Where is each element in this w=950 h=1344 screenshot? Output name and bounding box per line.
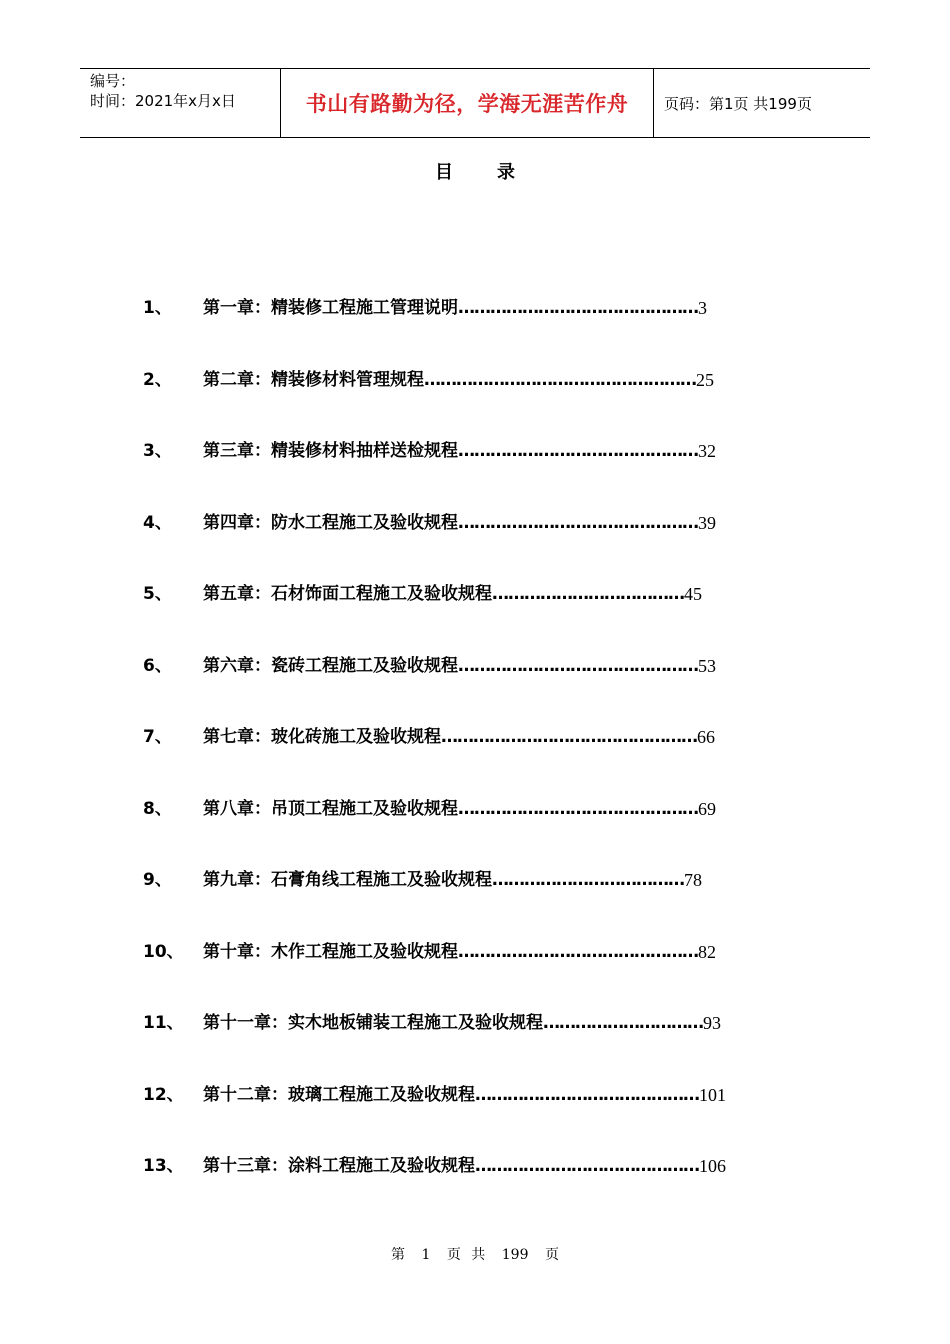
toc-entry[interactable] [143, 1079, 783, 1151]
toc-entry-title: 第八章：吊顶工程施工及验收规程 [203, 798, 458, 819]
table-of-contents [143, 292, 783, 1222]
toc-entry-leader: ……………………………………… [458, 941, 698, 962]
toc-entry-page: 66 [697, 727, 715, 747]
footer-prefix: 第 [391, 1247, 406, 1263]
toc-entry[interactable] [143, 578, 783, 650]
toc-entry-number: 2、 [143, 369, 172, 390]
toc-entry-number: 1、 [143, 298, 172, 318]
toc-entry-leader: …………………………………………… [424, 369, 696, 390]
date-label: 时间：2021年x月x日 [90, 92, 236, 110]
toc-entry-page: 69 [698, 798, 716, 819]
toc-entry-title: 第十二章：玻璃工程施工及验收规程 [203, 1084, 475, 1105]
code-label: 编号： [90, 72, 136, 90]
toc-entry-title: 第七章：玻化砖施工及验收规程 [203, 727, 441, 747]
toc-entry[interactable] [143, 864, 783, 936]
page-footer [0, 1244, 950, 1264]
footer-total-pages: 199 [501, 1247, 529, 1263]
toc-entry-number: 7、 [143, 727, 172, 747]
toc-entry[interactable] [143, 650, 783, 722]
header-meta-cell [80, 69, 281, 137]
toc-entry-leader: ……………………………………… [458, 298, 698, 318]
toc-entry-leader: ……………………………………… [458, 655, 698, 676]
document-header [80, 68, 870, 138]
toc-entry[interactable] [143, 1150, 783, 1222]
toc-entry-page: 101 [699, 1084, 726, 1105]
footer-mid: 页 共 [446, 1247, 486, 1263]
toc-entry-title: 第一章：精装修工程施工管理说明 [203, 298, 458, 318]
toc-entry-page: 32 [698, 441, 716, 461]
toc-entry-leader: ……………………………………… [458, 798, 698, 819]
motto-text: 书山有路勤为径，学海无涯苦作舟 [305, 92, 629, 116]
toc-entry[interactable] [143, 507, 783, 579]
toc-entry-page: 82 [698, 941, 716, 962]
toc-entry-title: 第五章：石材饰面工程施工及验收规程 [203, 584, 492, 604]
toc-entry[interactable] [143, 793, 783, 865]
toc-entry-page: 39 [698, 512, 716, 533]
toc-entry-number: 9、 [143, 870, 172, 890]
toc-entry-number: 13、 [143, 1156, 184, 1176]
toc-entry[interactable] [143, 364, 783, 436]
toc-entry-leader: …………………………………… [475, 1084, 699, 1105]
toc-entry-number: 11、 [143, 1013, 184, 1033]
toc-entry-number: 8、 [143, 798, 172, 819]
toc-title: 目录 [435, 162, 559, 183]
toc-entry-leader: ……………………………………… [458, 441, 698, 461]
toc-entry-leader: ………………………………………… [441, 727, 697, 747]
toc-entry-leader: ………………………… [543, 1013, 703, 1033]
toc-entry-page: 45 [684, 584, 702, 604]
toc-entry[interactable] [143, 721, 783, 793]
toc-entry-page: 25 [696, 369, 714, 390]
toc-entry-page: 106 [699, 1156, 726, 1176]
header-motto-cell [281, 69, 654, 137]
toc-entry-number: 5、 [143, 584, 172, 604]
footer-suffix: 页 [544, 1247, 559, 1263]
toc-entry-title: 第十章：木作工程施工及验收规程 [203, 941, 458, 962]
toc-entry-number: 10、 [143, 941, 184, 962]
toc-entry-number: 6、 [143, 655, 172, 676]
footer-page-number: 1 [421, 1247, 431, 1263]
toc-entry-number: 3、 [143, 441, 172, 461]
toc-entry[interactable] [143, 936, 783, 1008]
toc-entry-number: 12、 [143, 1084, 184, 1105]
toc-entry[interactable] [143, 292, 783, 364]
header-page-info: 页码：第1页 共199页 [664, 94, 812, 113]
toc-entry-title: 第六章：瓷砖工程施工及验收规程 [203, 655, 458, 676]
toc-entry-leader: …………………………………… [475, 1156, 699, 1176]
toc-entry-title: 第十三章：涂料工程施工及验收规程 [203, 1156, 475, 1176]
toc-entry-title: 第九章：石膏角线工程施工及验收规程 [203, 870, 492, 890]
toc-entry-leader: ……………………………… [492, 584, 684, 604]
header-page-cell [654, 69, 870, 137]
toc-entry-number: 4、 [143, 512, 172, 533]
toc-entry-page: 93 [703, 1013, 721, 1033]
toc-entry-leader: ……………………………… [492, 870, 684, 890]
toc-entry-title: 第三章：精装修材料抽样送检规程 [203, 441, 458, 461]
toc-entry-title: 第十一章：实木地板铺装工程施工及验收规程 [203, 1013, 543, 1033]
toc-entry-page: 3 [698, 298, 707, 318]
toc-entry-title: 第二章：精装修材料管理规程 [203, 369, 424, 390]
toc-entry-page: 53 [698, 655, 716, 676]
toc-entry-page: 78 [684, 870, 702, 890]
toc-entry-title: 第四章：防水工程施工及验收规程 [203, 512, 458, 533]
toc-entry[interactable] [143, 1007, 783, 1079]
toc-entry[interactable] [143, 435, 783, 507]
toc-entry-leader: ……………………………………… [458, 512, 698, 533]
